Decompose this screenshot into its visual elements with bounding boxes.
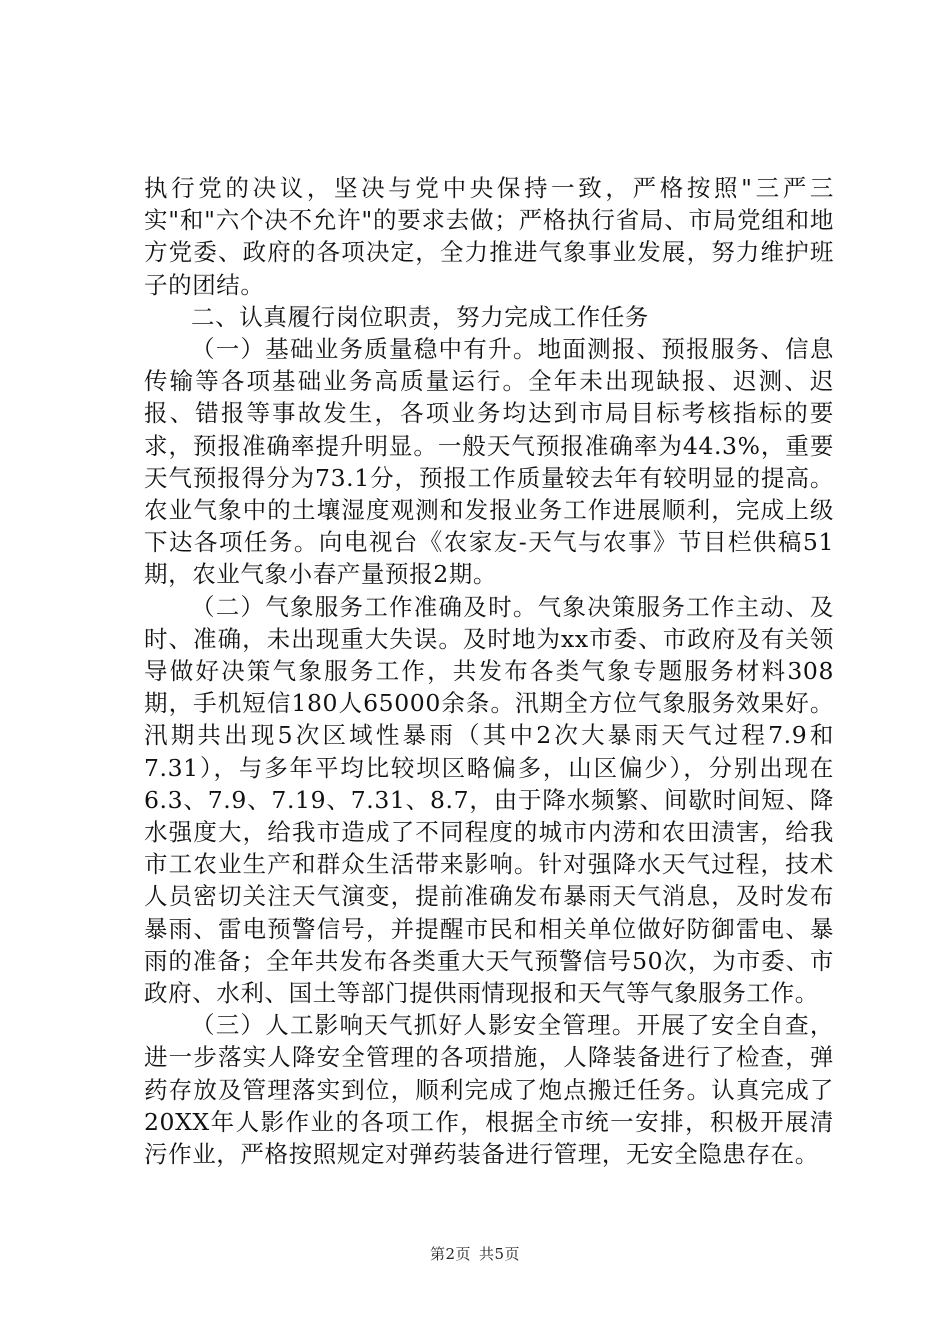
paragraph-weather-modification: （三）人工影响天气抓好人影安全管理。开展了安全自查，进一步落实人降安全管理的各项措施，人降装备进行了检查，弹药存放及管理落实到位，顺利完成了炮点搬迁任务。认真完成了20XX年人影作业的各项工作，根据全市统一安排，积极开展清污作业，严格按照规定对弹药装备进行管理，无安全隐患存在。 [144,1011,834,1169]
paragraph-weather-services: （二）气象服务工作准确及时。气象决策服务工作主动、及时、准确，未出现重大失误。及时地为xx市委、市政府及有关领导做好决策气象服务工作，共发布各类气象专题服务材料308期，手机短信180人65000余条。汛期全方位气象服务效果好。汛期共出现5次区域性暴雨（其中2次大暴雨天气过程7.9和7.31），与多年平均比较坝区略偏多，山区偏少），分别出现在6.3、7.9、7.19、7.31、8.7，由于降水频繁、间歇时间短、降水强度大，给我市造成了不同程度的城市内涝和农田渍害，给我市工农业生产和群众生活带来影响。针对强降水天气过程，技术人员密切关注天气演变，提前准确发布暴雨天气消息，及时发布暴雨、雷电预警信号，并提醒市民和相关单位做好防御雷电、暴雨的准备；全年共发布各类重大天气预警信号50次，为市委、市政府、水利、国土等部门提供雨情现报和天气等气象服务工作。 [144,592,834,1008]
page-number: 第2页 [429,1245,471,1263]
paragraph-basic-services: （一）基础业务质量稳中有升。地面测报、预报服务、信息传输等各项基础业务高质量运行。全年未出现缺报、迟测、迟报、错报等事故发生，各项业务均达到市局目标考核指标的要求，预报准确率提升明显。一般天气预报准确率为44.3%，重要天气预报得分为73.1分，预报工作质量较去年有较明显的提高。农业气象中的土壤湿度观测和发报业务工作进展顺利，完成上级下达各项任务。向电视台《农家友-天气与农事》节目栏供稿51期，农业气象小春产量预报2期。 [144,335,834,589]
section-heading: 二、认真履行岗位职责，努力完成工作任务 [191,302,649,331]
page-total: 共5页 [479,1245,521,1263]
document-body [144,172,834,1170]
page-footer [0,1243,950,1264]
paragraph-continuation: 执行党的决议，坚决与党中央保持一致，严格按照"三严三实"和"六个决不允许"的要求去做；严格执行省局、市局党组和地方党委、政府的各项决定，全力推进气象事业发展，努力维护班子的团结。 [144,174,834,299]
